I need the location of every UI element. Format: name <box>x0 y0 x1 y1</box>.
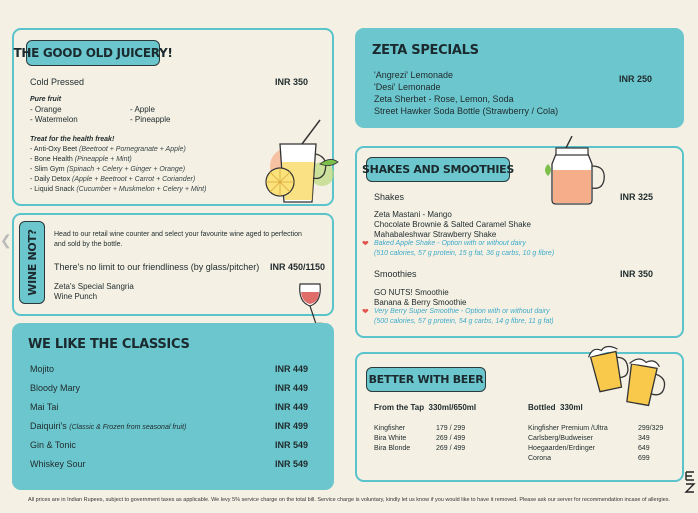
smoothie-item: GO NUTS! Smoothie <box>374 288 449 297</box>
wine-side-label-text: WINE NOT? <box>25 229 39 296</box>
pure-fruit-heading: Pure fruit <box>30 96 62 103</box>
classic-price: INR 549 <box>275 459 309 469</box>
shakes-label: Shakes <box>374 192 405 202</box>
brand-logo <box>684 470 698 500</box>
footer-note: All prices are in Indian Rupees, subject to government taxes as applicable. We levy 5% service charge on the total bill. Service charge is voluntary, kindly let us know if you would like to have it removed. Please ask our server for recommendation incase of allergies. <box>27 497 671 503</box>
classic-desc: (Classic & Frozen from seasonal fruit) <box>69 424 187 431</box>
zeta-special-item: Street Hawker Soda Bottle (Strawberry / Cola) <box>374 106 559 116</box>
wine-item: Wine Punch <box>54 292 98 301</box>
tap-item-name: Bira White <box>374 435 407 442</box>
tap-item-price: 269 / 499 <box>436 435 466 442</box>
bottled-item-name: Hoegaarden/Erdinger <box>528 445 595 452</box>
smoothie-healthy-name: Very Berry Super Smoothie - Option with or without dairy <box>374 308 550 315</box>
tap-item-price: 269 / 499 <box>436 445 466 452</box>
beer-mugs-illustration <box>588 340 670 412</box>
bottled-heading-row <box>528 403 583 412</box>
bottled-heading: Bottled <box>528 403 556 412</box>
classic-name: Whiskey Sour <box>30 459 86 469</box>
shake-healthy-info: (510 calories, 57 g protein, 15 g fat, 36 g carbs, 10 g fibre) <box>374 250 555 257</box>
health-item-desc: (Pineapple + Mint) <box>74 156 132 163</box>
pure-fruit-item: - Watermelon <box>30 115 78 124</box>
tap-item-name: Kingfisher <box>374 425 406 432</box>
classic-name: Gin & Tonic <box>30 440 76 450</box>
health-item-desc: (Apple + Beetroot + Carrot + Coriander) <box>72 176 196 183</box>
zeta-special-item: Zeta Sherbet - Rose, Lemon, Soda <box>374 94 514 104</box>
classics-title: WE LIKE THE CLASSICS <box>28 336 190 352</box>
smoothie-healthy-info: (500 calories, 57 g protein, 54 g carbs, 14 g fibre, 11 g fat) <box>374 318 554 325</box>
smoothie-item: Banana & Berry Smoothie <box>374 298 467 307</box>
shakes-title: SHAKES AND SMOOTHIES <box>366 157 510 182</box>
wine-intro: and sold by the bottle. <box>54 241 123 248</box>
zeta-specials-title: ZETA SPECIALS <box>372 42 479 58</box>
bottled-item-name: Carlsberg/Budweiser <box>528 435 593 442</box>
health-item-name: - Anti-Oxy Beet <box>30 146 78 153</box>
classic-price: INR 449 <box>275 364 309 374</box>
health-item-desc: (Beetroot + Pomegranate + Apple) <box>79 146 186 153</box>
chevron-left-icon[interactable]: ❮ <box>0 232 12 248</box>
shake-item: Mahabaleshwar Strawberry Shake <box>374 230 497 239</box>
classic-name: Daiquiri's <box>30 421 67 431</box>
lemonade-glass-illustration <box>258 118 344 208</box>
health-item <box>30 186 206 193</box>
zeta-special-item: 'Desi' Lemonade <box>374 82 441 92</box>
zeta-specials-price: INR 250 <box>619 74 653 84</box>
tap-item-name: Bira Blonde <box>374 445 411 452</box>
wine-friendliness-price: INR 450/1150 <box>270 262 326 272</box>
wine-friendliness: There's no limit to our friendliness (by glass/pitcher) <box>54 262 260 272</box>
health-item-desc: (Cucumber + Muskmelon + Celery + Mint) <box>76 186 207 193</box>
health-item <box>30 176 195 183</box>
health-item-desc: (Spinach + Celery + Ginger + Orange) <box>66 166 186 173</box>
health-item <box>30 166 185 173</box>
pure-fruit-item: - Pineapple <box>130 115 171 124</box>
wine-side-label <box>19 221 45 304</box>
classic-name: Bloody Mary <box>30 383 81 393</box>
pure-fruit-item: - Apple <box>130 105 155 114</box>
health-item <box>30 146 186 153</box>
classic-price: INR 549 <box>275 440 309 450</box>
cold-pressed-price: INR 350 <box>275 77 309 87</box>
mason-jar-illustration <box>538 136 610 208</box>
bottled-item-price: 349 <box>638 435 650 442</box>
classic-item <box>30 421 186 431</box>
bottled-item-name: Corona <box>528 455 551 462</box>
tap-item-price: 179 / 299 <box>436 425 466 432</box>
health-heading: Treat for the health freak! <box>30 136 115 143</box>
bottled-item-price: 299/329 <box>638 425 664 432</box>
health-item-name: - Slim Gym <box>30 166 65 173</box>
classic-price: INR 499 <box>275 421 309 431</box>
bottled-item-name: Kingfisher Premium /Ultra <box>528 425 608 432</box>
health-item-name: - Bone Health <box>30 156 73 163</box>
health-item <box>30 156 132 163</box>
heart-icon: ❤ <box>362 307 369 316</box>
tap-sizes: 330ml/650ml <box>428 403 477 412</box>
tap-heading: From the Tap <box>374 403 425 412</box>
cold-pressed-label: Cold Pressed <box>30 77 85 87</box>
classic-price: INR 449 <box>275 383 309 393</box>
shake-healthy-name: Baked Apple Shake - Option with or without dairy <box>374 240 526 247</box>
shake-item: Chocolate Brownie & Salted Caramel Shake <box>374 220 531 229</box>
bottled-item-price: 699 <box>638 455 650 462</box>
zeta-special-item: 'Angrezi' Lemonade <box>374 70 453 80</box>
juicery-title: THE GOOD OLD JUICERY! <box>26 40 160 66</box>
heart-icon: ❤ <box>362 239 369 248</box>
wine-item: Zeta's Special Sangria <box>54 282 134 291</box>
shake-item: Zeta Mastani - Mango <box>374 210 452 219</box>
wine-intro: Head to our retail wine counter and select your favourite wine aged to perfection <box>54 231 302 238</box>
shakes-price: INR 325 <box>620 192 654 202</box>
health-item-name: - Daily Detox <box>30 176 71 183</box>
classic-name: Mai Tai <box>30 402 59 412</box>
bottled-size: 330ml <box>560 403 583 412</box>
bottled-item-price: 649 <box>638 445 650 452</box>
classic-name: Mojito <box>30 364 55 374</box>
beer-title: BETTER WITH BEER <box>366 367 486 392</box>
pure-fruit-item: - Orange <box>30 105 62 114</box>
classic-price: INR 449 <box>275 402 309 412</box>
health-item-name: - Liquid Snack <box>30 186 75 193</box>
smoothies-label: Smoothies <box>374 269 417 279</box>
smoothies-price: INR 350 <box>620 269 654 279</box>
tap-heading-row <box>374 403 476 412</box>
